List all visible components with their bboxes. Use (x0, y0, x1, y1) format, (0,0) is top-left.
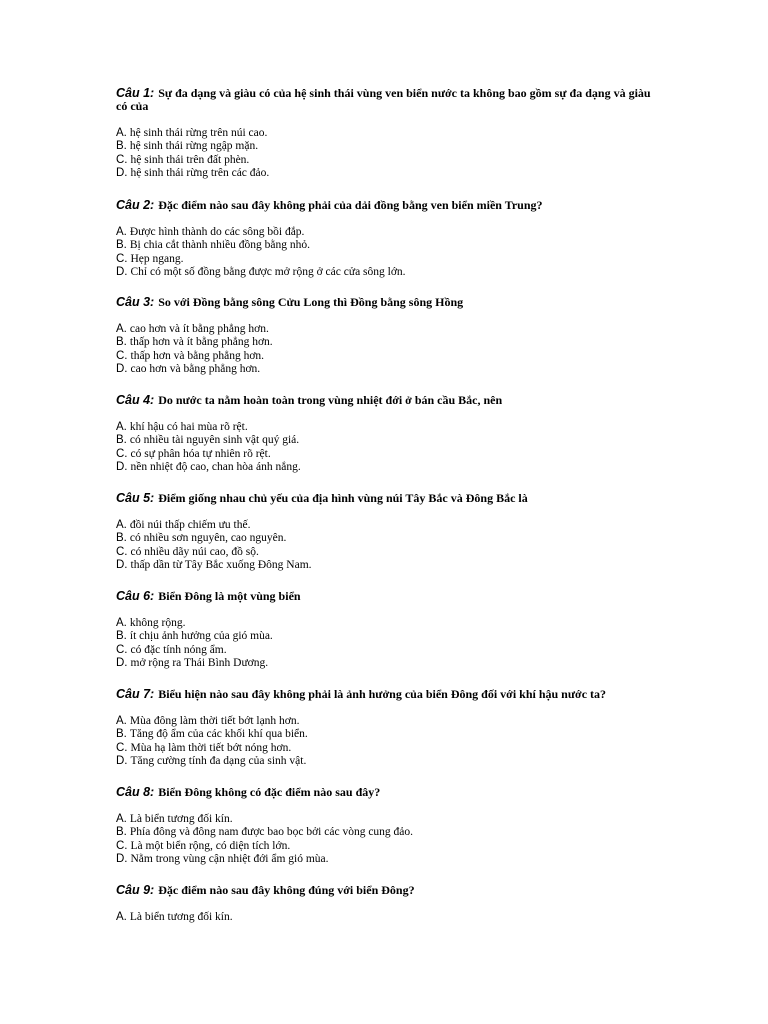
option-letter: C. (116, 545, 128, 558)
question-5-heading (116, 492, 656, 505)
option-letter: D. (116, 755, 128, 768)
question-5 (116, 492, 656, 573)
option-text: cao hơn và ít bằng phẳng hơn. (129, 323, 269, 335)
question-number: Câu 2: (116, 198, 155, 212)
option-c (116, 742, 656, 755)
option-c (116, 644, 656, 657)
option-b (116, 826, 656, 839)
option-letter: B. (116, 728, 127, 741)
question-text: Điểm giống nhau chủ yếu của địa hình vùng núi Tây Bắc và Đông Bắc là (158, 491, 528, 505)
option-letter: D. (116, 363, 128, 376)
option-text: Là biển tương đối kín. (129, 911, 233, 923)
option-a (116, 421, 656, 434)
option-b (116, 728, 656, 741)
option-text: hệ sinh thái rừng ngập mặn. (129, 140, 259, 153)
question-text: Biển Đông là một vùng biển (158, 589, 301, 603)
option-text: Chỉ có một số đồng bằng được mở rộng ở các cửa sông lớn. (130, 266, 406, 279)
option-d (116, 363, 656, 376)
option-text: thấp hơn và ít bằng phẳng hơn. (129, 336, 273, 349)
option-a (116, 226, 656, 239)
option-letter: A. (116, 519, 127, 531)
option-text: Là biển tương đối kín. (129, 813, 233, 825)
option-letter: B. (116, 532, 127, 545)
option-text: Bị chia cắt thành nhiều đồng bằng nhỏ. (129, 239, 311, 252)
options-list (116, 226, 656, 280)
option-text: Mùa hạ làm thời tiết bớt nóng hơn. (130, 741, 292, 754)
option-letter: C. (116, 447, 128, 460)
option-letter: D. (116, 853, 128, 866)
question-9 (116, 884, 656, 924)
option-text: Hẹp ngang. (130, 252, 184, 265)
option-text: có đặc tính nóng ẩm. (130, 643, 227, 656)
option-text: thấp hơn và bằng phẳng hơn. (130, 349, 265, 362)
question-text: Đặc điểm nào sau đây không phải của dải đồng bằng ven biển miền Trung? (158, 198, 543, 212)
option-c (116, 350, 656, 363)
option-b (116, 630, 656, 643)
question-text: Biển Đông không có đặc điểm nào sau đây? (158, 785, 381, 799)
question-4 (116, 394, 656, 475)
option-letter: A. (116, 715, 127, 727)
options-list (116, 127, 656, 181)
option-b (116, 336, 656, 349)
question-1-heading (116, 87, 656, 113)
option-d (116, 559, 656, 572)
option-c (116, 840, 656, 853)
question-3 (116, 296, 656, 377)
option-letter: B. (116, 826, 127, 839)
option-text: Tăng cường tính đa dạng của sinh vật. (130, 755, 307, 768)
question-text: Do nước ta nằm hoàn toàn trong vùng nhiệt đới ở bán cầu Bắc, nên (158, 393, 503, 407)
option-letter: C. (116, 349, 128, 362)
option-text: có sự phân hóa tự nhiên rõ rệt. (130, 447, 271, 460)
option-d (116, 461, 656, 474)
option-text: cao hơn và bằng phẳng hơn. (130, 363, 261, 376)
options-list (116, 519, 656, 573)
option-text: khí hậu có hai mùa rõ rệt. (129, 421, 248, 433)
question-1 (116, 87, 656, 181)
option-a (116, 911, 656, 924)
question-9-heading (116, 884, 656, 897)
option-c (116, 448, 656, 461)
options-list (116, 323, 656, 377)
option-c (116, 154, 656, 167)
question-text: So với Đồng bằng sông Cửu Long thì Đồng bằng sông Hồng (158, 295, 464, 309)
option-d (116, 853, 656, 866)
option-text: Là một biển rộng, có diện tích lớn. (130, 839, 291, 852)
option-text: thấp dần từ Tây Bắc xuống Đông Nam. (130, 559, 312, 572)
question-number: Câu 6: (116, 589, 155, 603)
question-number: Câu 7: (116, 687, 155, 701)
option-letter: D. (116, 167, 128, 180)
question-8-heading (116, 786, 656, 799)
option-a (116, 323, 656, 336)
question-7-heading (116, 688, 656, 701)
question-text: Sự đa dạng và giàu có của hệ sinh thái vùng ven biển nước ta không bao gồm sự đa dạng và giàu có của (116, 86, 651, 113)
option-d (116, 167, 656, 180)
option-text: đồi núi thấp chiếm ưu thế. (129, 519, 251, 531)
option-text: không rộng. (129, 617, 186, 629)
option-c (116, 253, 656, 266)
question-number: Câu 1: (116, 86, 155, 100)
question-text: Đặc điểm nào sau đây không đúng với biển Đông? (158, 883, 415, 897)
option-letter: B. (116, 336, 127, 349)
question-4-heading (116, 394, 656, 407)
option-letter: A. (116, 127, 127, 139)
option-letter: A. (116, 813, 127, 825)
option-letter: A. (116, 226, 127, 238)
options-list (116, 421, 656, 475)
option-a (116, 519, 656, 532)
options-list (116, 617, 656, 671)
option-d (116, 657, 656, 670)
option-d (116, 755, 656, 768)
option-text: mở rộng ra Thái Bình Dương. (130, 657, 269, 670)
question-6-heading (116, 590, 656, 603)
question-number: Câu 5: (116, 491, 155, 505)
option-text: có nhiều tài nguyên sinh vật quý giá. (129, 434, 300, 447)
option-text: hệ sinh thái rừng trên các đảo. (130, 167, 270, 180)
option-d (116, 266, 656, 279)
question-2-heading (116, 199, 656, 212)
option-letter: D. (116, 461, 128, 474)
option-a (116, 617, 656, 630)
option-letter: B. (116, 434, 127, 447)
option-text: ít chịu ảnh hưởng của gió mùa. (129, 630, 273, 643)
option-letter: C. (116, 741, 128, 754)
option-letter: D. (116, 266, 128, 279)
option-letter: B. (116, 239, 127, 252)
option-b (116, 239, 656, 252)
question-8 (116, 786, 656, 867)
option-letter: B. (116, 140, 127, 153)
option-text: Mùa đông làm thời tiết bớt lạnh hơn. (129, 715, 300, 727)
option-letter: C. (116, 153, 128, 166)
question-text: Biểu hiện nào sau đây không phải là ảnh hưởng của biển Đông đối với khí hậu nước ta? (158, 687, 607, 701)
option-letter: D. (116, 657, 128, 670)
option-text: Nằm trong vùng cận nhiệt đới ẩm gió mùa. (130, 853, 329, 866)
option-text: có nhiều dãy núi cao, đồ sộ. (130, 545, 259, 558)
option-text: hệ sinh thái trên đất phèn. (130, 153, 250, 166)
option-letter: A. (116, 323, 127, 335)
options-list (116, 715, 656, 769)
option-letter: C. (116, 252, 128, 265)
question-7 (116, 688, 656, 769)
option-text: Phía đông và đông nam được bao bọc bởi các vòng cung đảo. (129, 826, 414, 839)
question-3-heading (116, 296, 656, 309)
options-list (116, 911, 656, 924)
option-b (116, 532, 656, 545)
option-text: nền nhiệt độ cao, chan hòa ánh nắng. (130, 461, 301, 474)
question-number: Câu 9: (116, 883, 155, 897)
question-number: Câu 4: (116, 393, 155, 407)
option-a (116, 715, 656, 728)
option-letter: D. (116, 559, 128, 572)
option-letter: A. (116, 421, 127, 433)
question-number: Câu 8: (116, 785, 155, 799)
option-letter: A. (116, 617, 127, 629)
option-text: Được hình thành do các sông bồi đắp. (129, 226, 305, 238)
option-text: có nhiều sơn nguyên, cao nguyên. (129, 532, 287, 545)
question-2 (116, 199, 656, 280)
option-letter: C. (116, 839, 128, 852)
option-b (116, 140, 656, 153)
option-text: hệ sinh thái rừng trên núi cao. (129, 127, 268, 139)
option-text: Tăng độ ẩm của các khối khí qua biển. (129, 728, 308, 741)
option-a (116, 127, 656, 140)
option-a (116, 813, 656, 826)
option-c (116, 546, 656, 559)
options-list (116, 813, 656, 867)
option-letter: C. (116, 643, 128, 656)
option-b (116, 434, 656, 447)
question-number: Câu 3: (116, 295, 155, 309)
option-letter: B. (116, 630, 127, 643)
option-letter: A. (116, 911, 127, 923)
question-6 (116, 590, 656, 671)
